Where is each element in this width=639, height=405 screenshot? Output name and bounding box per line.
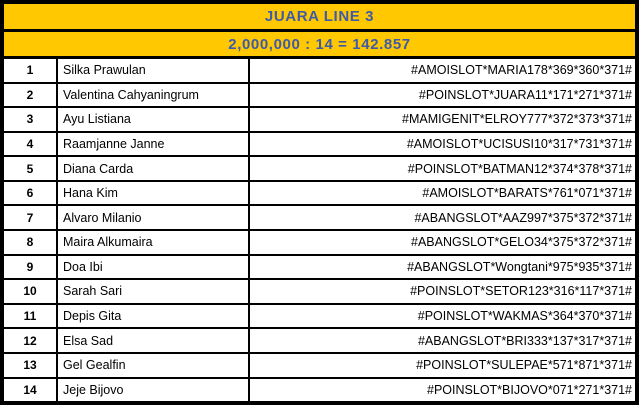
rank-cell: 12 <box>4 329 56 352</box>
name-cell: Alvaro Milanio <box>58 206 248 229</box>
rank-cell: 8 <box>4 231 56 254</box>
code-cell: #POINSLOT*SETOR123*316*117*371# <box>250 280 635 303</box>
name-cell: Doa Ibi <box>58 256 248 279</box>
name-cell: Silka Prawulan <box>58 59 248 82</box>
table-body <box>4 59 635 401</box>
rank-cell: 2 <box>4 84 56 107</box>
name-cell: Depis Gita <box>58 305 248 328</box>
table-row <box>4 84 635 107</box>
table-row <box>4 379 635 402</box>
name-cell: Sarah Sari <box>58 280 248 303</box>
rank-cell: 7 <box>4 206 56 229</box>
code-cell: #POINSLOT*BIJOVO*071*271*371# <box>250 379 635 402</box>
table-row <box>4 329 635 352</box>
rank-cell: 14 <box>4 379 56 402</box>
table-row <box>4 133 635 156</box>
name-cell: Valentina Cahyaningrum <box>58 84 248 107</box>
code-cell: #ABANGSLOT*AAZ997*375*372*371# <box>250 206 635 229</box>
rank-cell: 4 <box>4 133 56 156</box>
code-cell: #AMOISLOT*BARATS*761*071*371# <box>250 182 635 205</box>
table-subtitle: 2,000,000 : 14 = 142.857 <box>4 32 635 56</box>
name-cell: Hana Kim <box>58 182 248 205</box>
code-cell: #ABANGSLOT*Wongtani*975*935*371# <box>250 256 635 279</box>
rank-cell: 1 <box>4 59 56 82</box>
name-cell: Maira Alkumaira <box>58 231 248 254</box>
rank-cell: 6 <box>4 182 56 205</box>
table-title: JUARA LINE 3 <box>4 4 635 29</box>
code-cell: #POINSLOT*JUARA11*171*271*371# <box>250 84 635 107</box>
name-cell: Raamjanne Janne <box>58 133 248 156</box>
table-row <box>4 305 635 328</box>
code-cell: #ABANGSLOT*BRI333*137*317*371# <box>250 329 635 352</box>
table-row <box>4 280 635 303</box>
code-cell: #POINSLOT*BATMAN12*374*378*371# <box>250 157 635 180</box>
rank-cell: 10 <box>4 280 56 303</box>
name-cell: Gel Gealfin <box>58 354 248 377</box>
name-cell: Diana Carda <box>58 157 248 180</box>
table-row <box>4 108 635 131</box>
table-row <box>4 157 635 180</box>
rank-cell: 13 <box>4 354 56 377</box>
code-cell: #ABANGSLOT*GELO34*375*372*371# <box>250 231 635 254</box>
rank-cell: 9 <box>4 256 56 279</box>
table-row <box>4 256 635 279</box>
rank-cell: 11 <box>4 305 56 328</box>
table-row <box>4 354 635 377</box>
code-cell: #POINSLOT*WAKMAS*364*370*371# <box>250 305 635 328</box>
table-row <box>4 206 635 229</box>
rank-cell: 5 <box>4 157 56 180</box>
code-cell: #AMOISLOT*UCISUSI10*317*731*371# <box>250 133 635 156</box>
name-cell: Elsa Sad <box>58 329 248 352</box>
name-cell: Jeje Bijovo <box>58 379 248 402</box>
table-row <box>4 59 635 82</box>
code-cell: #AMOISLOT*MARIA178*369*360*371# <box>250 59 635 82</box>
code-cell: #POINSLOT*SULEPAE*571*871*371# <box>250 354 635 377</box>
table-row <box>4 182 635 205</box>
rank-cell: 3 <box>4 108 56 131</box>
code-cell: #MAMIGENIT*ELROY777*372*373*371# <box>250 108 635 131</box>
table-row <box>4 231 635 254</box>
name-cell: Ayu Listiana <box>58 108 248 131</box>
